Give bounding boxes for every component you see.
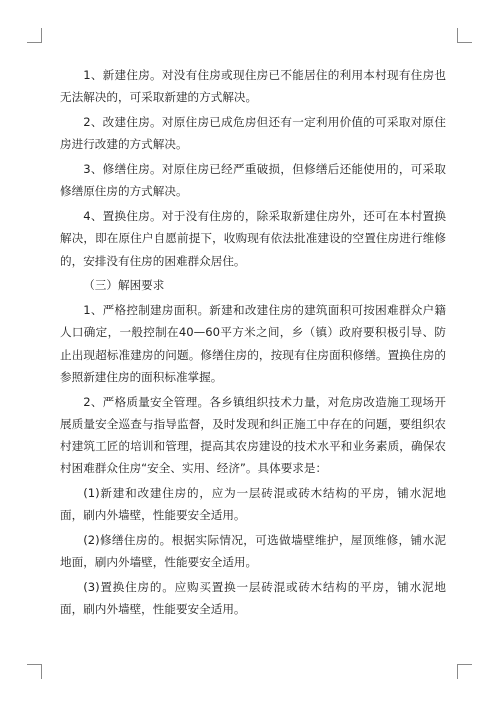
requirement-item-2: (2)修缮住房的。根据实际情况，可选做墙壁维护，屋顶维修，铺水泥地面，刷内外墙壁，性能要安全适用。 <box>60 533 446 570</box>
crop-mark-bottom-right <box>457 664 472 679</box>
section-heading-requirements: （三）解困要求 <box>83 278 165 293</box>
document-body <box>60 64 446 623</box>
paragraph-rebuild-housing: 2、改建住房。对原住房已成危房但还有一定利用价值的可采取对原住房进行改建的方式解决。 <box>60 114 446 152</box>
requirement-item-3: (3)置换住房的。应购买置换一层砖混或砖木结构的平房，铺水泥地面，刷内外墙壁，性能要安全适用。 <box>60 580 446 617</box>
paragraph-repair-housing: 3、修缮住房。对原住房已经严重破损，但修缮后还能使用的，可采取修缮原住房的方式解决。 <box>60 161 446 199</box>
paragraph-new-housing: 1、新建住房。对没有住房或现住房已不能居住的利用本村现有住房也无法解决的，可采取新建的方式解决。 <box>60 68 446 105</box>
paragraph-area-control: 1、严格控制建房面积。新建和改建住房的建筑面积可按困难群众户籍人口确定，一般控制在40—60平方米之间，乡（镇）政府要积极引导、防止出现超标准建房的问题。修缮住房的，按现有住房面积修缮。置换住房的参照新建住房的面积标准掌握。 <box>60 302 446 384</box>
crop-mark-bottom-left <box>27 664 42 679</box>
paragraph-quality-safety: 2、严格质量安全管理。各乡镇组织技术力量，对危房改造施工现场开展质量安全巡查与指导监督，及时发现和纠正施工中存在的问题，要组织农村建筑工匠的培训和管理，提高其农房建设的技术水平和业务素质，确保农村困难群众住房“安全、实用、经济”。具体要求是： <box>60 394 446 476</box>
requirement-item-1: (1)新建和改建住房的，应为一层砖混或砖木结构的平房，铺水泥地面，刷内外墙壁，性能要安全适用。 <box>60 486 446 523</box>
paragraph-replace-housing: 4、置换住房。对于没有住房的，除采取新建住房外，还可在本村置换解决，即在原住户自愿前提下，收购现有依法批准建设的空置住房进行维修的，安排没有住房的困难群众居住。 <box>60 208 446 268</box>
crop-mark-top-left <box>27 28 42 43</box>
crop-mark-top-right <box>457 28 472 43</box>
